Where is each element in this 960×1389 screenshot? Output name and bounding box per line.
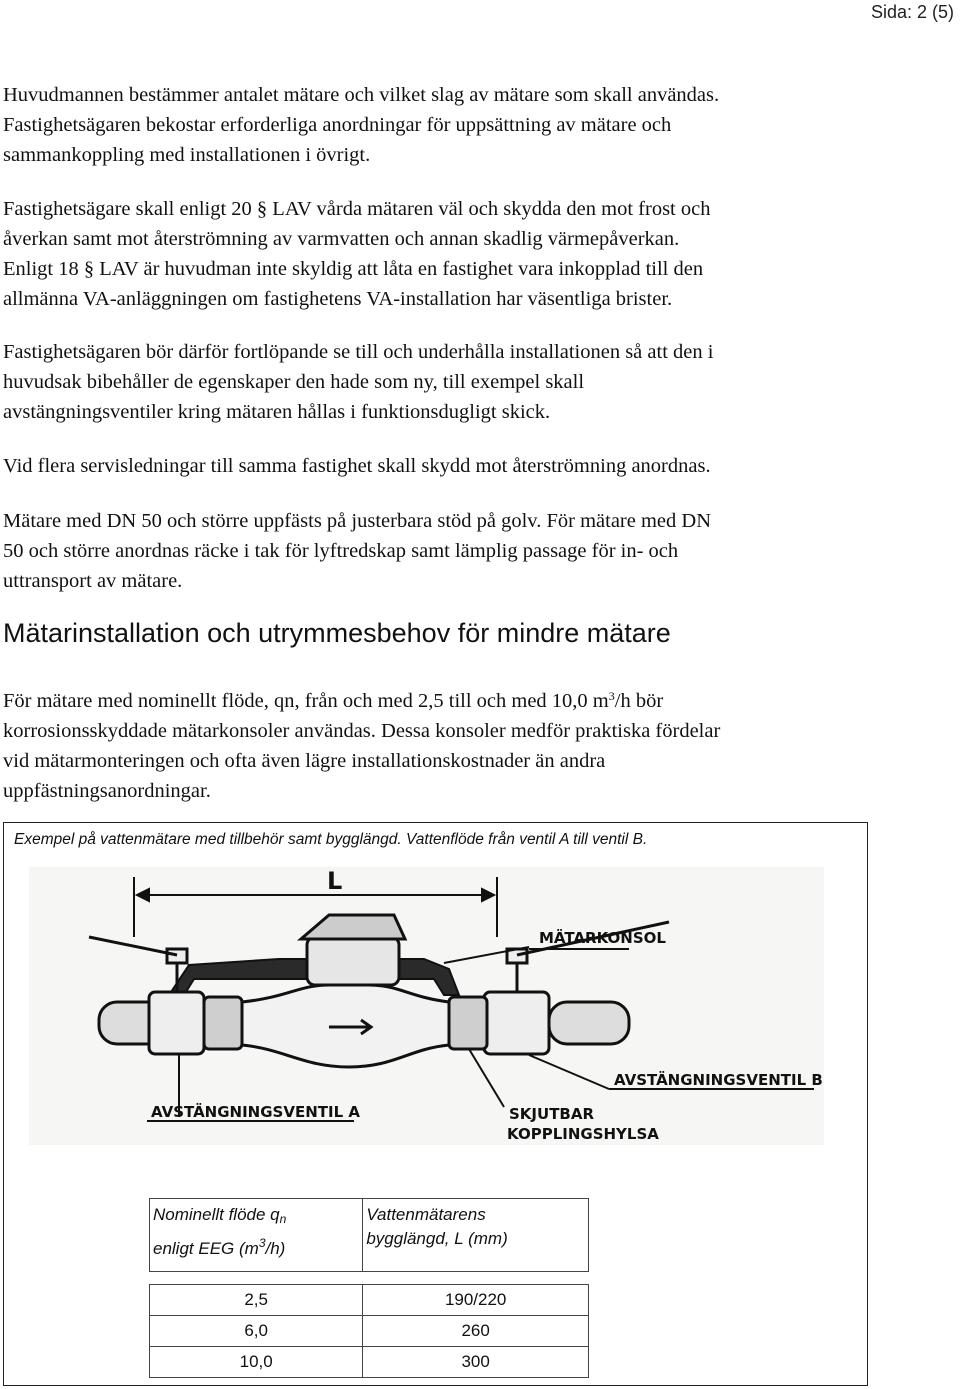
text-line: Fastighetsägaren bekostar erforderliga anordningar för uppsättning av mätare och bbox=[3, 114, 672, 136]
coupling-label-2: KOPPLINGSHYLSA bbox=[507, 1125, 659, 1143]
table-row bbox=[150, 1347, 589, 1378]
header-text: /h) bbox=[265, 1239, 286, 1258]
subscript: n bbox=[279, 1212, 287, 1226]
header-text: Vattenmätarens bbox=[366, 1205, 486, 1224]
pipe-right bbox=[549, 1002, 629, 1044]
text-line: uttransport av mätare. bbox=[3, 570, 183, 592]
coupling-label-1: SKJUTBAR bbox=[509, 1105, 595, 1123]
text-line: Huvudmannen bestämmer antalet mätare och vilket slag av mätare som skall användas. bbox=[3, 84, 720, 106]
text-line bbox=[3, 681, 903, 716]
header-text: bygglängd, L (mm) bbox=[366, 1229, 508, 1248]
text-fragment: För mätare med nominellt flöde, qn, från och med 2,5 till och med 10,0 m bbox=[3, 690, 609, 712]
text-line: sammankoppling med installationen i övrigt. bbox=[3, 144, 371, 166]
paragraph-property-owner-duties bbox=[3, 194, 903, 314]
bracket-label: MÄTARKONSOL bbox=[539, 929, 666, 947]
meter-drawing-svg bbox=[29, 867, 824, 1145]
figure-box bbox=[3, 822, 868, 1386]
figure-caption: Exempel på vattenmätare med tillbehör samt bygglängd. Vattenflöde från ventil A till ventil B. bbox=[14, 831, 648, 848]
text-fragment: /h bör bbox=[614, 690, 664, 712]
text-line: huvudsak bibehåller de egenskaper den hade som ny, till exempel skall bbox=[3, 371, 585, 393]
coupling-right bbox=[449, 997, 487, 1049]
text-line: allmänna VA-anläggningen om fastighetens VA-installation har väsentliga brister. bbox=[3, 288, 673, 310]
header-text: Nominellt flöde q bbox=[153, 1205, 280, 1224]
superscript: 3 bbox=[608, 689, 615, 703]
text-line: avstängningsventiler kring mätaren hållas i funktionsdugligt skick. bbox=[3, 401, 551, 423]
text-line: 50 och större anordnas räcke i tak för lyftredskap samt lämplig passage för in- och bbox=[3, 540, 679, 562]
text-line: Fastighetsägaren bör därför fortlöpande se till och underhålla installationen så att den i bbox=[3, 341, 714, 363]
table-row bbox=[150, 1285, 589, 1316]
meter-installation-drawing bbox=[29, 867, 824, 1145]
text-line: åverkan samt mot återströmning av varmvatten och annan skadlig värmepåverkan. bbox=[3, 228, 680, 250]
length-cell: 190/220 bbox=[363, 1285, 589, 1316]
meter-length-table bbox=[149, 1198, 589, 1378]
length-label: L bbox=[327, 867, 343, 895]
flow-cell: 6,0 bbox=[150, 1316, 363, 1347]
table-spacer-row bbox=[150, 1272, 589, 1285]
column-header-length bbox=[363, 1199, 589, 1272]
paragraph-maintenance bbox=[3, 337, 903, 427]
paragraph-backflow bbox=[3, 451, 903, 481]
text-line: korrosionsskyddade mätarkonsoler användas. Dessa konsoler medför praktiska fördelar bbox=[3, 720, 721, 742]
paragraph-meter-responsibility bbox=[3, 80, 903, 170]
text-line: uppfästningsanordningar. bbox=[3, 780, 211, 802]
paragraph-large-meters bbox=[3, 506, 903, 596]
length-cell: 260 bbox=[363, 1316, 589, 1347]
section-heading: Mätarinstallation och utrymmesbehov för mindre mätare bbox=[3, 618, 671, 648]
valve-a-label: AVSTÄNGNINGSVENTIL A bbox=[151, 1103, 360, 1121]
text-line: Fastighetsägare skall enligt 20 § LAV vårda mätaren väl och skydda den mot frost och bbox=[3, 198, 711, 220]
flow-cell: 10,0 bbox=[150, 1347, 363, 1378]
meter-lid bbox=[301, 915, 405, 939]
text-line: vid mätarmonteringen och ofta även lägre installationskostnader än andra bbox=[3, 750, 606, 772]
length-cell: 300 bbox=[363, 1347, 589, 1378]
header-text: enligt EEG (m bbox=[153, 1239, 259, 1258]
meter-head bbox=[307, 937, 399, 985]
text-line: Vid flera servisledningar till samma fastighet skall skydd mot återströmning anordnas. bbox=[3, 455, 711, 477]
coupling-left bbox=[204, 997, 242, 1049]
column-header-flow bbox=[150, 1199, 363, 1272]
table-header-row bbox=[150, 1199, 589, 1272]
table-row bbox=[150, 1316, 589, 1347]
flow-cell: 2,5 bbox=[150, 1285, 363, 1316]
superscript: 3 bbox=[258, 1236, 266, 1250]
page-number: Sida: 2 (5) bbox=[870, 2, 954, 22]
paragraph-meter-brackets bbox=[3, 681, 903, 806]
valve-b-label: AVSTÄNGNINGSVENTIL B bbox=[614, 1071, 823, 1089]
text-line: Mätare med DN 50 och större uppfästs på justerbara stöd på golv. För mätare med DN bbox=[3, 510, 712, 532]
text-line: Enligt 18 § LAV är huvudman inte skyldig att låta en fastighet vara inkopplad till den bbox=[3, 258, 704, 280]
